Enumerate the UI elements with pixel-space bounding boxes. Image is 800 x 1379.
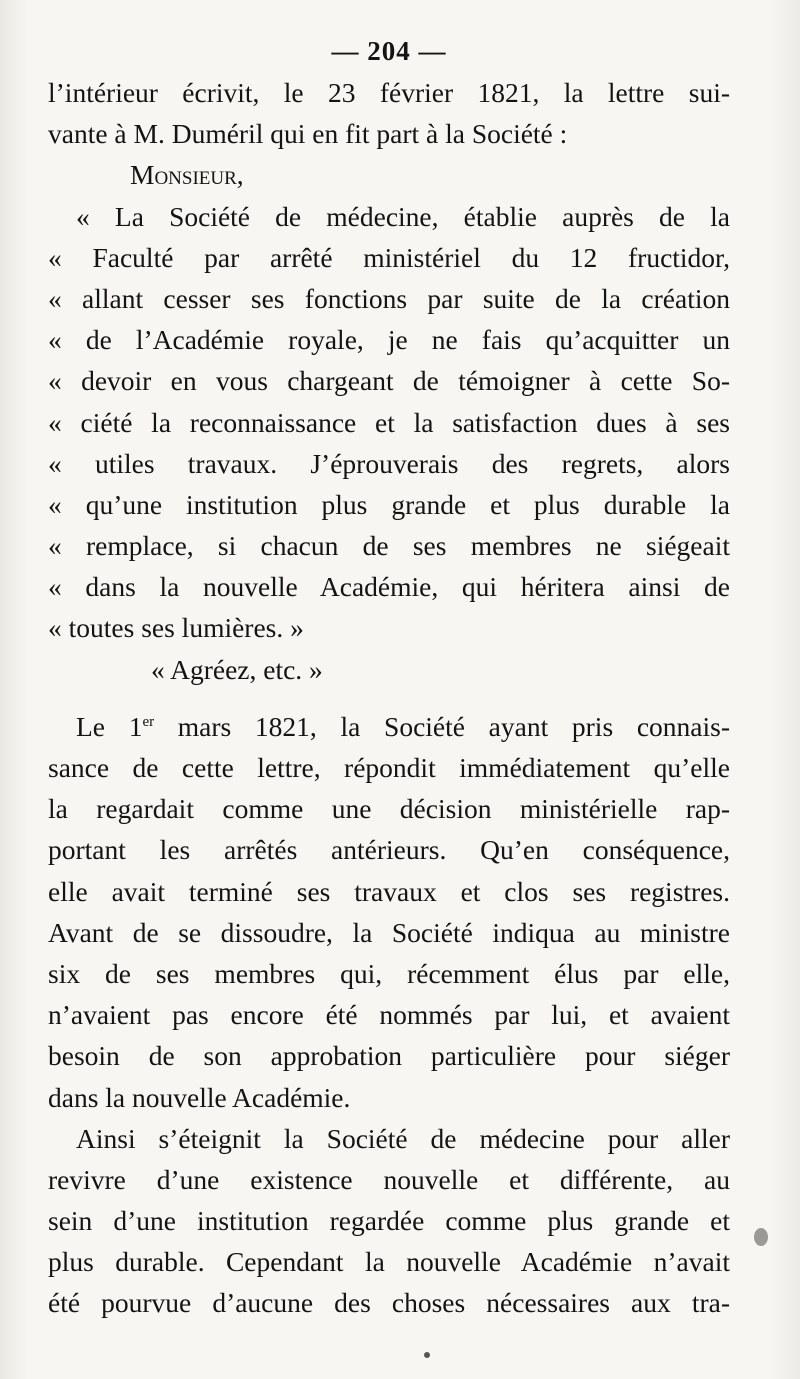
letter-line: « ciété la reconnaissance et la satisfaction dues à ses: [48, 406, 730, 438]
letter-closing: « Agréez, etc. »: [151, 653, 323, 685]
text-line: plus durable. Cependant la nouvelle Académie n’avait: [48, 1246, 730, 1278]
text-line: [48, 706, 730, 747]
letter-line: « utiles travaux. J’éprouverais des regrets, alors: [48, 447, 730, 479]
text-line: sein d’une institution regardée comme plus grande et: [48, 1205, 730, 1237]
letter-line: « de l’Académie royale, je ne fais qu’acquitter un: [48, 324, 730, 356]
text-line: Avant de se dissoudre, la Société indiqua au ministre: [48, 916, 730, 948]
text-line: dans la nouvelle Académie.: [48, 1081, 351, 1113]
text-line: été pourvue d’aucune des choses nécessaires aux tra-: [48, 1287, 730, 1319]
text-line: besoin de son approbation particulière pour siéger: [48, 1040, 730, 1072]
opening-paragraph: [48, 72, 730, 154]
date-rest: mars 1821, la Société ayant pris connais-: [154, 710, 730, 742]
text-line: sance de cette lettre, répondit immédiatement qu’elle: [48, 752, 730, 783]
text-line: portant les arrêtés antérieurs. Qu’en conséquence,: [48, 834, 730, 866]
letter-line: « devoir en vous chargeant de témoigner à cette So-: [48, 365, 730, 397]
ordinal-suffix: er: [142, 713, 155, 730]
letter-line: « toutes ses lumières. »: [48, 612, 304, 644]
text-line: l’intérieur écrivit, le 23 février 1821, la lettre sui-: [48, 77, 730, 108]
paragraph-gap: [48, 690, 730, 706]
text-line: vante à M. Duméril qui en fit part à la Société :: [48, 118, 568, 150]
text-line: revivre d’une existence nouvelle et différente, au: [48, 1163, 730, 1195]
letter-line: « La Société de médecine, établie auprès de la: [76, 200, 730, 232]
quoted-letter: [48, 196, 730, 649]
letter-line: « Faculté par arrêté ministériel du 12 fructidor,: [48, 241, 730, 273]
text-line: six de ses membres qui, récemment élus par elle,: [48, 957, 730, 989]
text-line: elle avait terminé ses travaux et clos ses registres.: [48, 875, 730, 907]
second-paragraph: [48, 706, 730, 1118]
paper-speck: [754, 1228, 768, 1246]
text-line: Ainsi s’éteignit la Société de médecine pour aller: [76, 1122, 730, 1154]
date-day: Le 1: [76, 710, 143, 742]
letter-line: « remplace, si chacun de ses membres ne siégeait: [48, 530, 730, 562]
letter-salutation: Monsieur,: [130, 159, 244, 191]
letter-line: « dans la nouvelle Académie, qui héritera ainsi de: [48, 571, 730, 603]
paper-speck: [424, 1352, 430, 1358]
text-line: n’avaient pas encore été nommés par lui, et avaient: [48, 999, 730, 1031]
page-number: — 204 —: [331, 36, 447, 66]
letter-line: « qu’une institution plus grande et plus durable la: [48, 488, 730, 520]
third-paragraph: [48, 1118, 730, 1324]
text-line: la regardait comme une décision ministérielle rap-: [48, 793, 730, 825]
letter-line: « allant cesser ses fonctions par suite de la création: [48, 282, 730, 314]
